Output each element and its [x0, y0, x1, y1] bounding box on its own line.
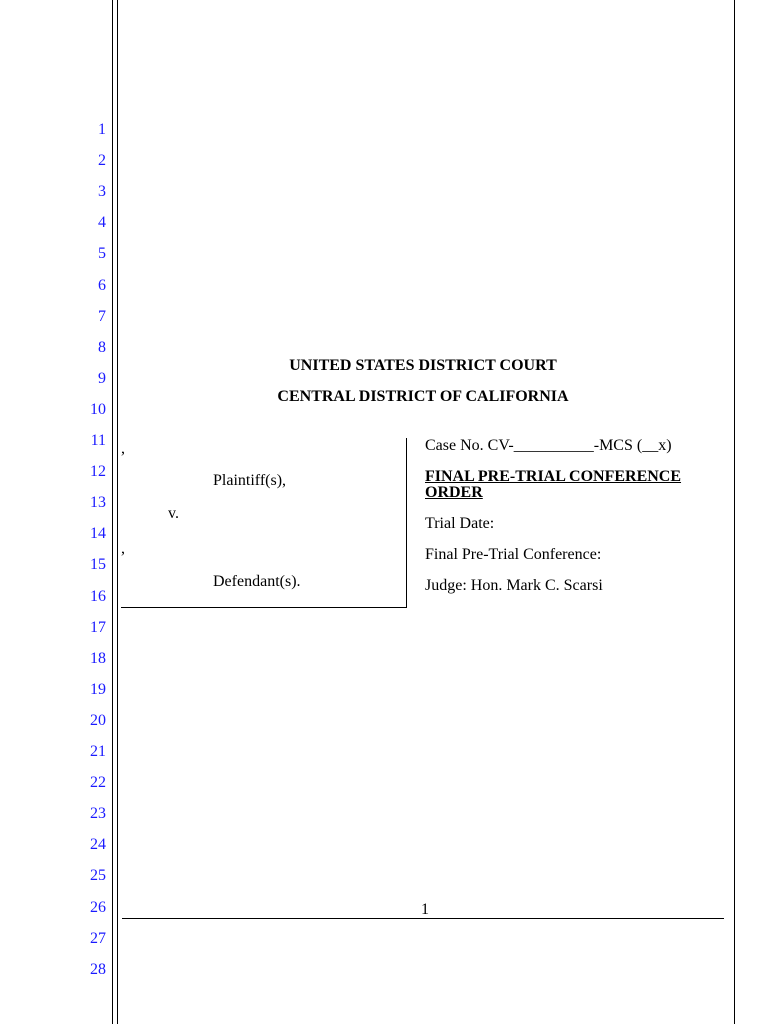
line-number: 27: [90, 930, 106, 947]
line-number: 22: [90, 774, 106, 791]
line-number: 7: [98, 308, 106, 325]
line-number: 17: [90, 619, 106, 636]
right-margin-rule: [734, 0, 735, 1024]
line-number: 2: [98, 152, 106, 169]
judge-label: Judge: Hon. Mark C. Scarsi: [425, 577, 603, 594]
line-number: 5: [98, 245, 106, 262]
line-number: 21: [90, 743, 106, 760]
caption-box-bottom-border: [121, 607, 407, 608]
line-number: 20: [90, 712, 106, 729]
caption-box-right-border: [406, 438, 407, 608]
plaintiff-label: Plaintiff(s),: [213, 472, 287, 489]
line-number: 6: [98, 277, 106, 294]
pleading-line-numbers: [0, 0, 108, 1024]
left-margin-rule-outer: [112, 0, 113, 1024]
line-number: 8: [98, 339, 106, 356]
defendant-label: Defendant(s).: [213, 573, 301, 590]
line-number: 13: [90, 494, 106, 511]
line-number: 10: [90, 401, 106, 418]
left-margin-rule-inner: [117, 0, 118, 1024]
document-title-line2: ORDER: [425, 484, 483, 501]
conference-date-label: Final Pre-Trial Conference:: [425, 546, 602, 563]
court-district: CENTRAL DISTRICT OF CALIFORNIA: [277, 388, 569, 405]
line-number: 24: [90, 836, 106, 853]
defendant-name-blank: ,: [121, 540, 125, 557]
line-number: 14: [90, 525, 106, 542]
versus-label: v.: [168, 505, 179, 522]
line-number: 3: [98, 183, 106, 200]
page-number: 1: [421, 901, 429, 918]
line-number: 12: [90, 463, 106, 480]
line-number: 15: [90, 556, 106, 573]
plaintiff-name-blank: ,: [121, 440, 125, 457]
document-title-line1: FINAL PRE-TRIAL CONFERENCE: [425, 468, 682, 485]
line-number: 4: [98, 214, 106, 231]
line-number: 1: [98, 121, 106, 138]
line-number: 28: [90, 961, 106, 978]
line-number: 25: [90, 867, 106, 884]
line-number: 19: [90, 681, 106, 698]
line-number: 16: [90, 588, 106, 605]
case-number: Case No. CV-__________-MCS (__x): [425, 437, 672, 454]
line-number: 9: [98, 370, 106, 387]
trial-date-label: Trial Date:: [425, 515, 495, 532]
line-number: 23: [90, 805, 106, 822]
court-name: UNITED STATES DISTRICT COURT: [289, 357, 557, 374]
line-number: 26: [90, 899, 106, 916]
line-number: 11: [90, 432, 106, 449]
line-number: 18: [90, 650, 106, 667]
